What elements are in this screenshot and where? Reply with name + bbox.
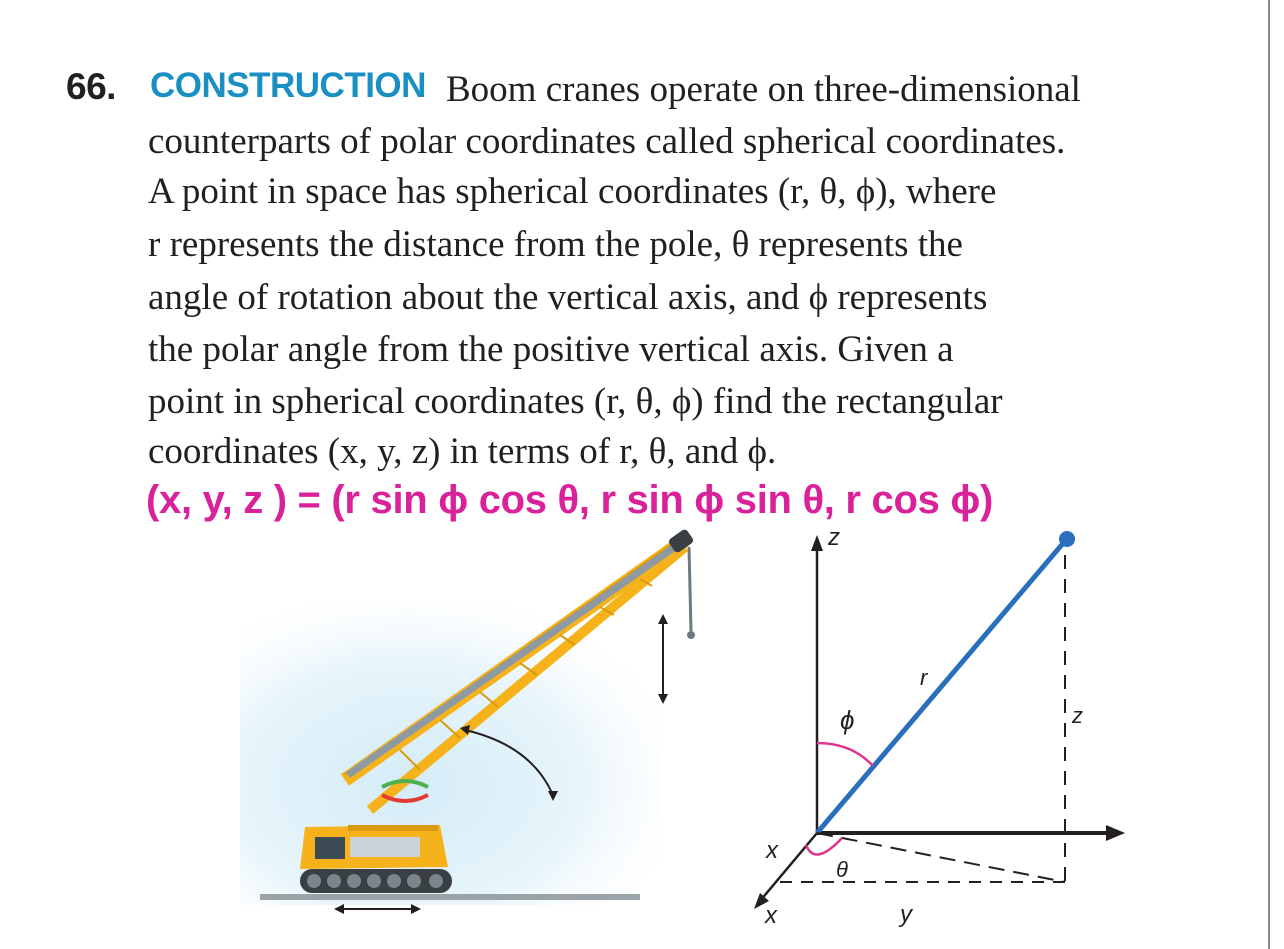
problem-heading: CONSTRUCTION [150, 66, 426, 105]
z-dashed-label: z [1072, 703, 1083, 728]
problem-text-line-6: the polar angle from the positive vertical axis. Given a [148, 329, 954, 370]
point-marker [1059, 531, 1075, 547]
problem-text-line-2: counterparts of polar coordinates called spherical coordinates. [148, 121, 1066, 162]
problem-text-line-1: Boom cranes operate on three-dimensional [446, 69, 1081, 110]
problem-number: 66. [66, 66, 116, 107]
theta-label: θ [836, 857, 848, 882]
problem-text-line-4: r represents the distance from the pole, θ represents the [148, 224, 963, 265]
r-label: r [920, 665, 928, 690]
crane-tracks [300, 869, 452, 893]
crane-body [300, 825, 448, 869]
x-near-origin-label: x [766, 837, 778, 864]
y-label: y [900, 901, 912, 928]
x-axis-label: x [765, 902, 777, 929]
phi-arc [817, 743, 873, 766]
problem-text-line-3: A point in space has spherical coordinates (r, θ, ϕ), where [148, 171, 997, 212]
z-axis-label: z [828, 525, 840, 551]
track-arrow-left-head [334, 904, 344, 914]
z-axis-arrowhead [811, 535, 823, 551]
y-axis-arrowhead [1106, 825, 1125, 841]
track-arrow-right-head [411, 904, 421, 914]
problem-text-line-5: angle of rotation about the vertical axis, and ϕ represents [148, 277, 988, 318]
phi-label: ϕ [840, 705, 855, 735]
answer-formula: (x, y, z ) = (r sin ϕ cos θ, r sin ϕ sin θ, r cos ϕ) [146, 478, 994, 522]
page-edge-rule [1268, 0, 1270, 949]
hook [687, 631, 695, 639]
hoist-line [689, 547, 691, 631]
projection-line [817, 833, 1065, 882]
crane-illustration [230, 525, 710, 925]
vector-r [817, 541, 1065, 833]
problem-text-line-7: point in spherical coordinates (r, θ, ϕ) find the rectangular [148, 381, 1003, 422]
spherical-coordinate-diagram [740, 525, 1140, 935]
problem-text-line-8: coordinates (x, y, z) in terms of r, θ, and ϕ. [148, 431, 777, 472]
